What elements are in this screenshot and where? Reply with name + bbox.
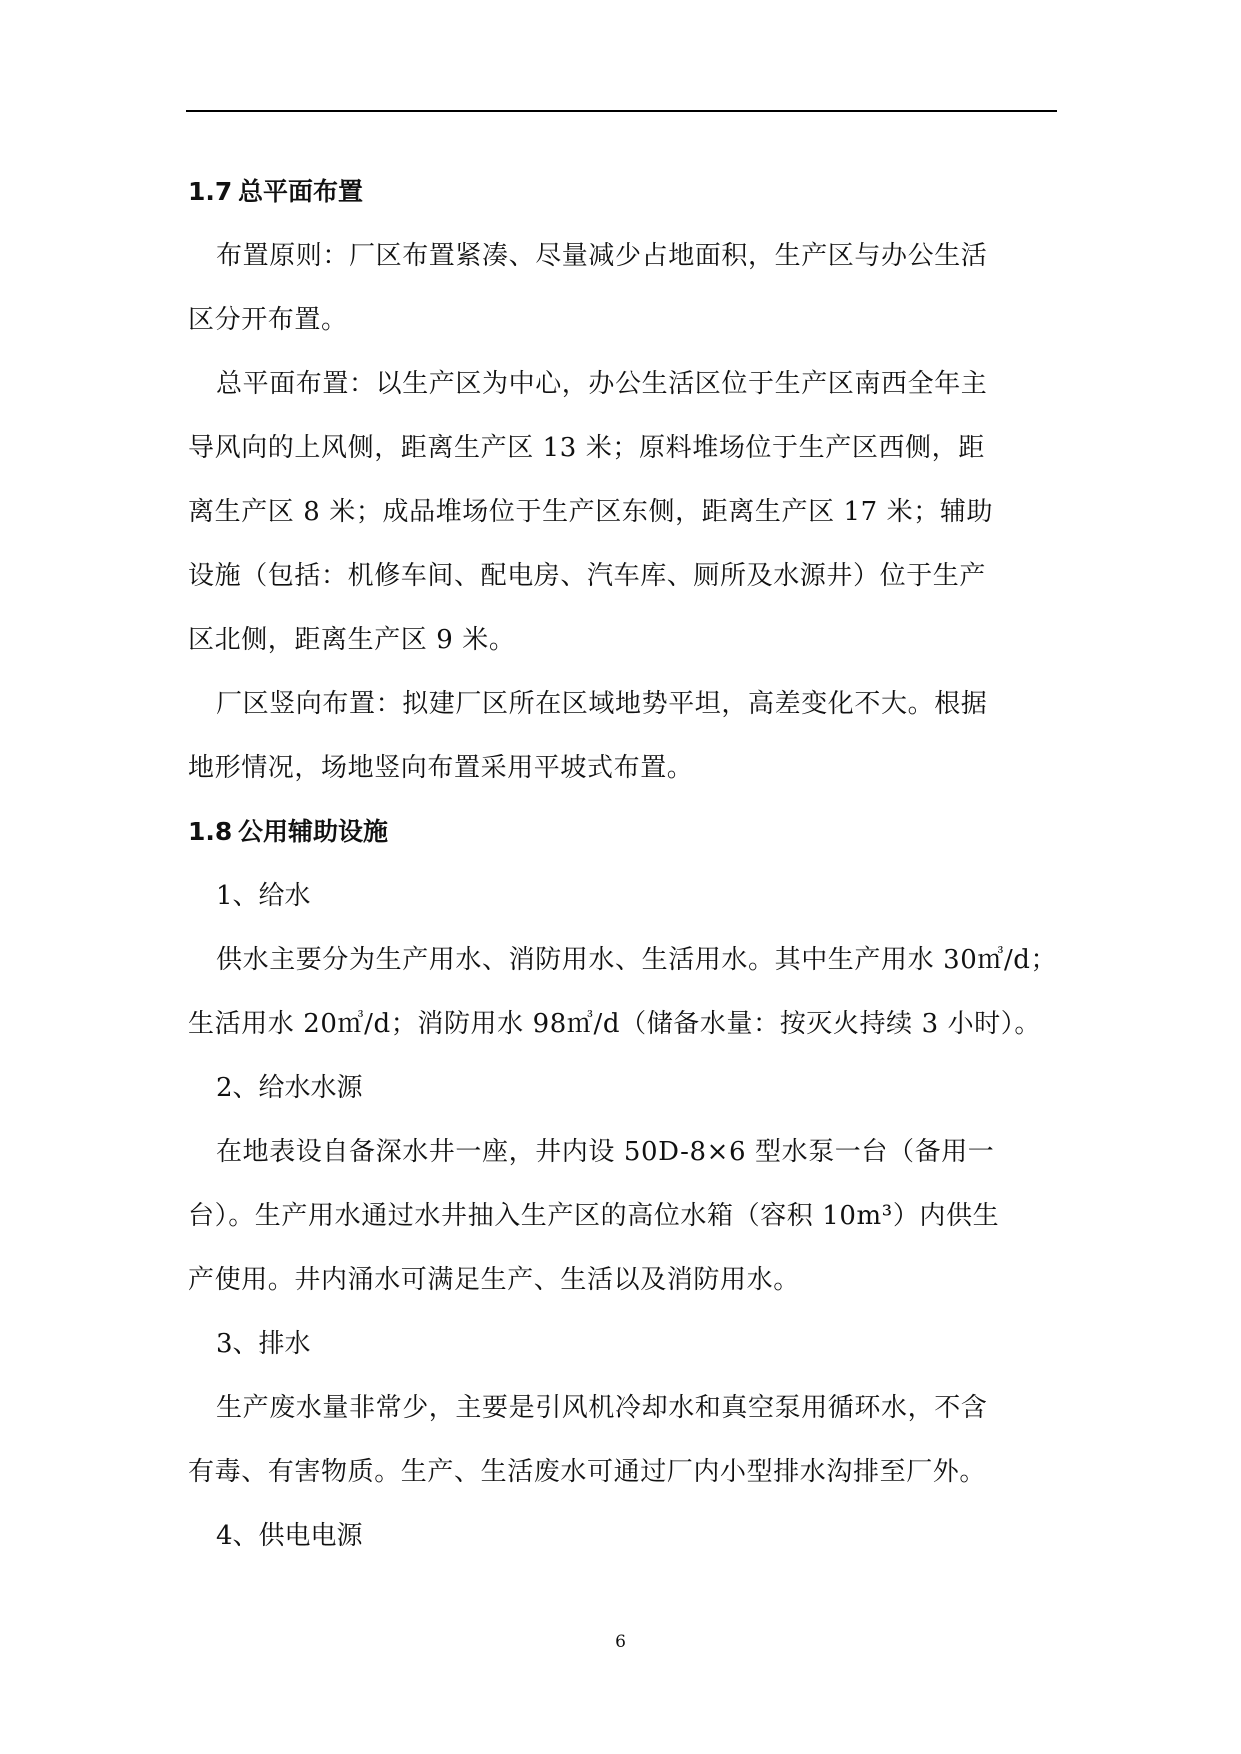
text-line: 布置原则：厂区布置紧凑、尽量减少占地面积，生产区与办公生活	[216, 241, 988, 271]
page-content	[188, 160, 1058, 1568]
subsection-water-supply: 1、给水	[216, 881, 311, 911]
section-title: 公用辅助设施	[238, 817, 389, 846]
section-title: 总平面布置	[238, 177, 364, 206]
subsection-power-supply: 4、供电电源	[216, 1521, 363, 1551]
text-line: 离生产区 8 米；成品堆场位于生产区东侧，距离生产区 17 米；辅助	[188, 497, 994, 527]
section-number: 1.7	[188, 177, 233, 206]
text-line: 生活用水 20㎥/d；消防用水 98㎥/d（储备水量：按灭火持续 3 小时）。	[188, 1009, 1041, 1039]
paragraph-drainage	[188, 1376, 1058, 1504]
section-heading-1-7	[188, 160, 1058, 224]
text-line: 生产废水量非常少，主要是引风机冷却水和真空泵用循环水，不含	[216, 1393, 988, 1423]
text-line: 厂区竖向布置：拟建厂区所在区域地势平坦，高差变化不大。根据	[216, 689, 988, 719]
header-rule	[186, 110, 1057, 112]
text-line: 产使用。井内涌水可满足生产、生活以及消防用水。	[188, 1265, 800, 1295]
subsection-water-source: 2、给水水源	[216, 1073, 363, 1103]
section-number: 1.8	[188, 817, 233, 846]
paragraph-general-layout	[188, 352, 1058, 672]
text-line: 区分开布置。	[188, 305, 348, 335]
paragraph-water-supply	[188, 928, 1058, 1056]
paragraph-water-source	[188, 1120, 1058, 1312]
text-line: 供水主要分为生产用水、消防用水、生活用水。其中生产用水 30㎥/d；	[216, 945, 1058, 975]
text-line: 台）。生产用水通过水井抽入生产区的高位水箱（容积 10m³）内供生	[188, 1201, 1000, 1231]
section-heading-1-8	[188, 800, 1058, 864]
text-line: 区北侧，距离生产区 9 米。	[188, 625, 516, 655]
text-line: 设施（包括：机修车间、配电房、汽车库、厕所及水源井）位于生产	[188, 561, 987, 591]
text-line: 总平面布置：以生产区为中心，办公生活区位于生产区南西全年主	[216, 369, 988, 399]
paragraph-layout-principle	[188, 224, 1058, 352]
text-line: 有毒、有害物质。生产、生活废水可通过厂内小型排水沟排至厂外。	[188, 1457, 987, 1487]
text-line: 导风向的上风侧，距离生产区 13 米；原料堆场位于生产区西侧，距	[188, 433, 985, 463]
paragraph-vertical-layout	[188, 672, 1058, 800]
text-line: 地形情况，场地竖向布置采用平坡式布置。	[188, 753, 694, 783]
page-number: 6	[615, 1632, 626, 1652]
subsection-drainage: 3、排水	[216, 1329, 311, 1359]
text-line: 在地表设自备深水井一座，井内设 50D-8×6 型水泵一台（备用一	[216, 1137, 995, 1167]
